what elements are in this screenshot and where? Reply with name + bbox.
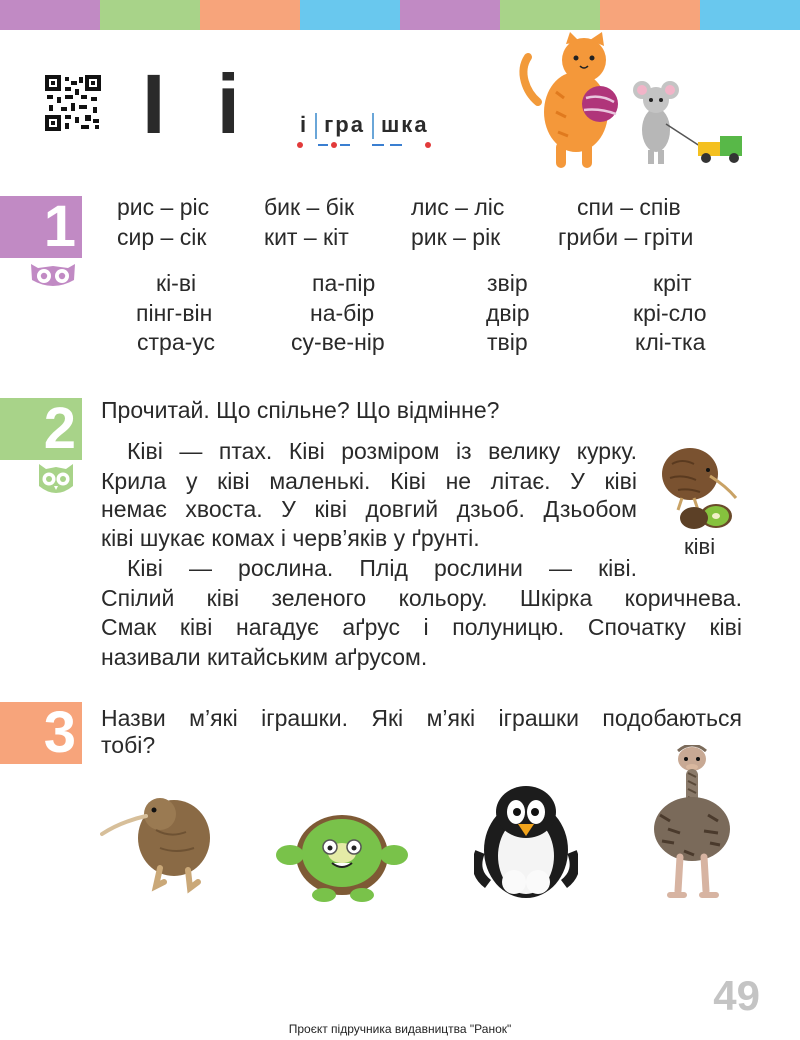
text-line: Ківі — рослина. Плід рослини — ківі. (127, 555, 637, 581)
penguin-plush-image (474, 782, 578, 902)
syllable-1: і (300, 112, 309, 137)
text-line: немає хвоста. У ківі довгий дзьоб. Дзьобом (101, 496, 637, 522)
footer-text: Проєкт підручника видавництва "Ранок" (288, 1022, 512, 1036)
task2-prompt: Прочитай. Що спільне? Що відмінне? (101, 397, 500, 423)
syllable-item: стра-ус (137, 329, 216, 355)
stripe-segment (700, 0, 800, 30)
syllable-word (294, 112, 435, 139)
syllable-item: клі-тка (635, 329, 706, 355)
text-line: Спілий ківі зеленого кольору. Шкірка коричнева. (101, 585, 742, 611)
text-line: ківі шукає комах і черв’яків у ґрунті. (101, 525, 480, 551)
owl-icon (36, 462, 76, 496)
syllable-2: гра (324, 112, 365, 137)
letter-heading: І і (142, 57, 255, 151)
owl-icon (28, 262, 78, 288)
task-number-2: 2 (0, 398, 82, 460)
stripe-segment (300, 0, 400, 30)
word-pair: лис – ліс (411, 194, 505, 220)
stripe-segment (600, 0, 700, 30)
word-pair: сир – сік (117, 224, 207, 250)
syllable-item: на-бір (310, 300, 375, 326)
text-line: називали китайським аґрусом. (101, 644, 428, 670)
text-line: тобі? (101, 732, 156, 758)
kiwi-bird-plush-image (100, 780, 212, 900)
qr-code-icon[interactable] (45, 75, 101, 131)
task-number-3: 3 (0, 702, 82, 764)
stripe-segment (200, 0, 300, 30)
kiwi-fruit-plush-image (274, 803, 411, 903)
syllable-item: пінг-він (136, 300, 213, 326)
text-line: Смак ківі нагадує аґрус і полуницю. Спочатку ківі (101, 614, 742, 640)
sound-scheme-icon (294, 140, 434, 154)
syllable-item: звір (487, 270, 528, 296)
stripe-segment (500, 0, 600, 30)
kiwi-bird-and-fruit-image (660, 440, 740, 532)
syllable-item: су-ве-нір (291, 329, 385, 355)
text-line: Ківі — птах. Ківі розміром із велику курку. (127, 438, 637, 464)
syllable-item: кріт (653, 270, 692, 296)
ostrich-plush-image (648, 745, 738, 901)
stripe-segment (100, 0, 200, 30)
stripe-segment (0, 0, 100, 30)
word-pair: рис – ріс (117, 194, 210, 220)
word-pair: гриби – гріти (558, 224, 694, 250)
syllable-item: кі-ві (156, 270, 197, 296)
text-line: Крила у ківі маленькі. Ківі не літає. У ківі (101, 468, 637, 494)
word-pair: кит – кіт (264, 224, 349, 250)
syllable-item: крі-сло (633, 300, 707, 326)
syllable-item: па-пір (312, 270, 376, 296)
task-number-1: 1 (0, 196, 82, 258)
cat-and-mouse-illustration (516, 32, 748, 172)
word-pair: спи – спів (577, 194, 681, 220)
word-pair: бик – бік (264, 194, 355, 220)
page-number: 49 (713, 972, 760, 1019)
syllable-3: шка (380, 112, 429, 137)
syllable-item: твір (487, 329, 528, 355)
syllable-item: двір (486, 300, 530, 326)
top-color-stripe (0, 0, 800, 30)
word-pair: рик – рік (411, 224, 501, 250)
text-line: Назви м’які іграшки. Які м’які іграшки подобаються (101, 705, 742, 731)
kiwi-caption: ківі (684, 534, 716, 559)
stripe-segment (400, 0, 500, 30)
